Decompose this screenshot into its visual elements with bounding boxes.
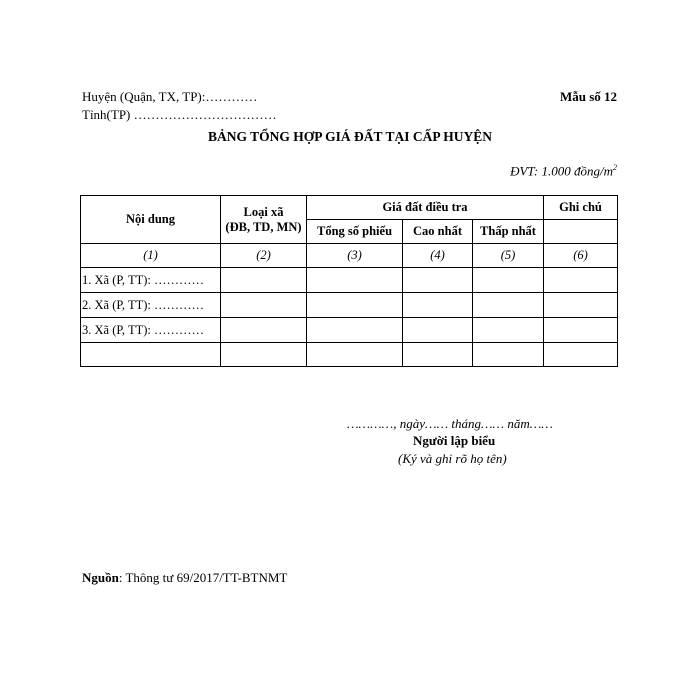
table-cell: [403, 293, 473, 318]
signature-note: (Ký và ghi rõ họ tên): [398, 451, 507, 466]
table-cell: [307, 343, 403, 367]
table-cell: [544, 268, 618, 293]
table-cell: [544, 293, 618, 318]
table-cell: [221, 268, 307, 293]
signature-date-line: …………, ngày…… tháng…… năm……: [347, 416, 553, 431]
table-cell: [403, 318, 473, 343]
header-row-1: [81, 196, 618, 220]
header-commune-type: [221, 196, 307, 244]
header-notes-empty: [544, 220, 618, 244]
header-commune-type-sub: (ĐB, TD, MN): [225, 219, 302, 234]
source-text: : Thông tư 69/2017/TT-BTNMT: [118, 570, 288, 585]
row-label: 3. Xã (P, TT): …………: [81, 318, 221, 343]
table-cell: [473, 268, 544, 293]
table-cell: [473, 293, 544, 318]
signature-title: Người lập biểu: [413, 433, 496, 448]
table-row: [81, 318, 618, 343]
column-number: (6): [544, 244, 618, 268]
row-label: 1. Xã (P, TT): …………: [81, 268, 221, 293]
table-cell: [307, 268, 403, 293]
header-notes: Ghi chú: [544, 196, 618, 220]
province-line: Tỉnh(TP) ……………………………: [82, 107, 277, 122]
header-commune-type-label: Loại xã: [243, 204, 284, 219]
unit-text: ĐVT: 1.000 đồng/m: [510, 163, 613, 179]
table-cell: [221, 343, 307, 367]
table-cell: [403, 268, 473, 293]
table-row: [81, 343, 618, 367]
table-row: [81, 293, 618, 318]
column-number: (5): [473, 244, 544, 268]
unit-label: [510, 163, 617, 179]
column-number: (4): [403, 244, 473, 268]
table-cell: [307, 318, 403, 343]
header-survey-price: Giá đất điều tra: [307, 196, 544, 220]
table-cell: [307, 293, 403, 318]
page-title: BẢNG TỔNG HỢP GIÁ ĐẤT TẠI CẤP HUYỆN: [208, 129, 492, 144]
column-number: (1): [81, 244, 221, 268]
header-highest: Cao nhất: [403, 220, 473, 244]
column-number: (3): [307, 244, 403, 268]
header-lowest: Thấp nhất: [473, 220, 544, 244]
header-total-forms: Tổng số phiếu: [307, 220, 403, 244]
table-cell: [221, 293, 307, 318]
row-label: [81, 343, 221, 367]
header-content: Nội dung: [81, 196, 221, 244]
table-cell: [221, 318, 307, 343]
unit-superscript: 2: [613, 163, 617, 172]
table-cell: [473, 343, 544, 367]
district-line: Huyện (Quận, TX, TP):…………: [82, 89, 258, 104]
table-cell: [473, 318, 544, 343]
row-label: 2. Xã (P, TT): …………: [81, 293, 221, 318]
form-number: Mẫu số 12: [559, 89, 617, 104]
table-cell: [544, 343, 618, 367]
price-summary-table: [80, 195, 618, 367]
source-label: Nguồn: [82, 570, 119, 585]
table-cell: [403, 343, 473, 367]
source-line: [82, 570, 287, 586]
column-number-row: [81, 244, 618, 268]
column-number: (2): [221, 244, 307, 268]
table-cell: [544, 318, 618, 343]
table-row: [81, 268, 618, 293]
